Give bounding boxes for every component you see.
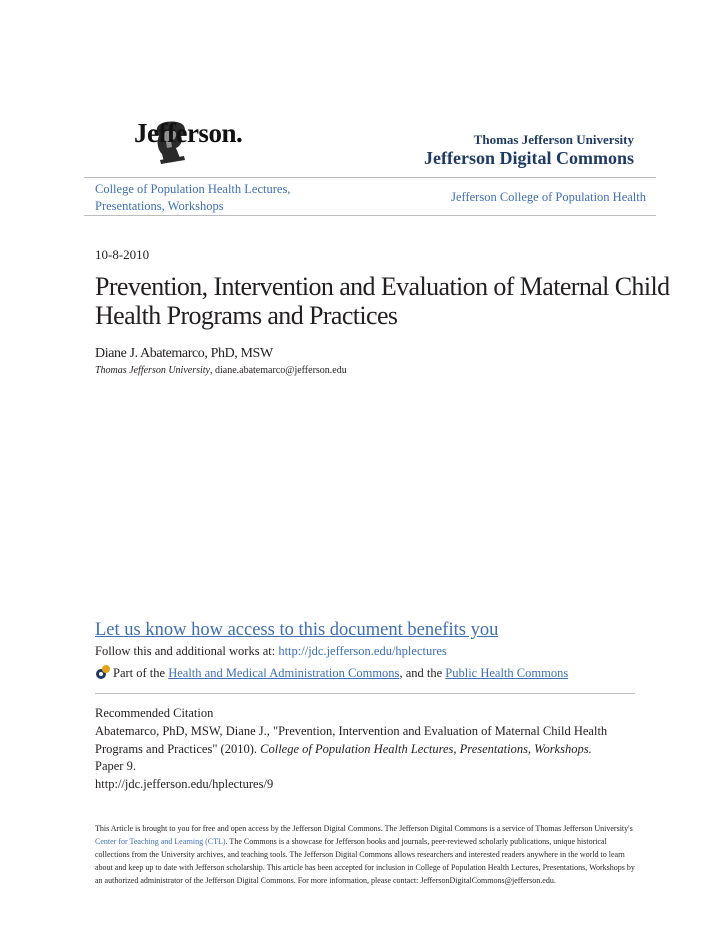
series-link[interactable]: College of Population Health Lectures, Presentations, Workshops: [95, 182, 291, 213]
network-icon: [95, 664, 111, 680]
repository-name[interactable]: Jefferson Digital Commons: [424, 148, 634, 168]
partof-mid: , and the: [399, 666, 446, 680]
logo-wordmark: Jefferson.: [134, 118, 243, 148]
document-title: Prevention, Intervention and Evaluation of Maternal Child Health Programs and Practices: [95, 272, 670, 330]
citation-body: [95, 723, 615, 793]
university-name: Thomas Jefferson University: [473, 132, 634, 147]
footer-text-2: . The Commons is a showcase for Jefferson books and journals, peer-reviewed scholarly publications, unique historical collections from the University archives, and teaching tools. The Jefferson Digital Commons allows researchers and interested readers anywhere in the world to learn about and keep up to date with Jefferson scholarship. This article has been accepted for inclusion in College of Population Health Lectures, Presentations, Workshops by an authorized administrator of the Jefferson Digital Commons. For more information, please contact: JeffersonDigitalCommons@jefferson.edu.: [95, 837, 635, 885]
follow-prefix: Follow this and additional works at:: [95, 644, 279, 658]
divider-citation: [95, 693, 635, 694]
citation-paper: Paper 9.: [95, 759, 136, 773]
commons-link-health-admin[interactable]: Health and Medical Administration Commons: [168, 666, 400, 680]
citation-text: Abatemarco, PhD, MSW, Diane J., "Prevention, Intervention and Evaluation of Maternal Child Health Programs and Practices" (2010).: [95, 724, 608, 756]
author-email[interactable]: diane.abatemarco@jefferson.edu: [215, 365, 347, 376]
follow-url-link[interactable]: http://jdc.jefferson.edu/hplectures: [278, 644, 447, 658]
author-name: Diane J. Abatemarco, PhD, MSW: [95, 346, 273, 361]
citation-url[interactable]: http://jdc.jefferson.edu/hplectures/9: [95, 776, 274, 791]
affiliation-institution: Thomas Jefferson University: [95, 365, 210, 376]
partof-prefix: Part of the: [113, 666, 169, 680]
footer-text-1: This Article is brought to you for free and open access by the Jefferson Digital Commons. The Jefferson Digital Commons is a service of Thomas Jefferson University's: [95, 824, 633, 833]
divider-bottom: [84, 215, 656, 216]
citation-series: College of Population Health Lectures, Presentations, Workshops.: [260, 741, 592, 756]
author-affiliation: [95, 365, 347, 376]
access-feedback-link[interactable]: Let us know how access to this document benefits you: [95, 620, 499, 640]
affiliation-separator: ,: [210, 365, 215, 376]
college-link[interactable]: Jefferson College of Population Health: [451, 190, 646, 204]
footer-notice: [95, 822, 635, 887]
citation-heading: Recommended Citation: [95, 706, 214, 720]
commons-link-public-health[interactable]: Public Health Commons: [445, 666, 569, 680]
part-of-line: [95, 664, 568, 681]
publication-date: 10-8-2010: [95, 247, 150, 262]
ctl-link[interactable]: Center for Teaching and Learning (CTL): [95, 837, 226, 846]
follow-line: [95, 644, 447, 659]
divider-top: [84, 177, 656, 178]
